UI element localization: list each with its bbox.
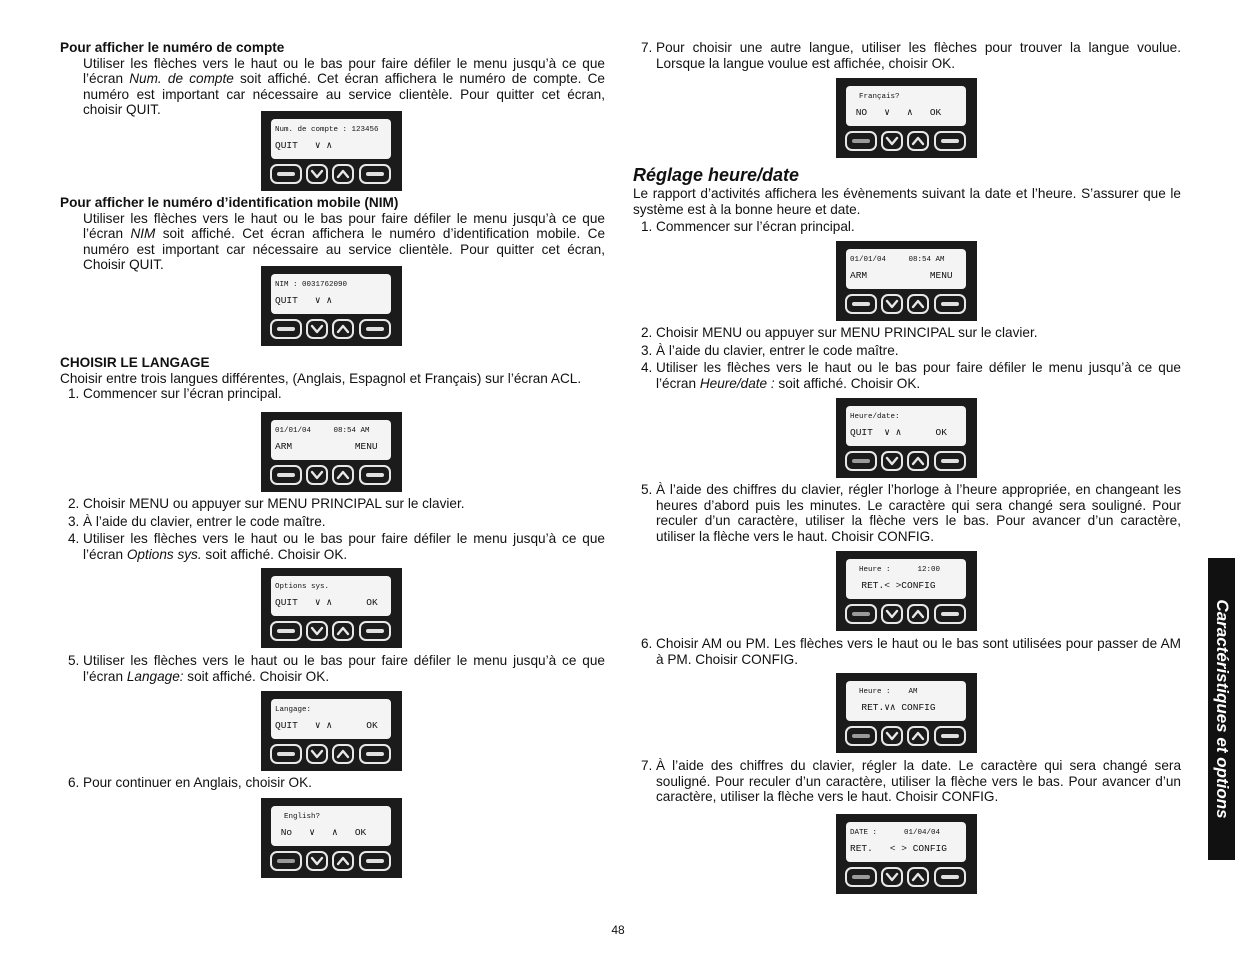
- lcd-line-2: ARM MENU: [850, 270, 953, 281]
- lcd-line-2: ARM MENU: [275, 441, 378, 452]
- keypad-buttons: [845, 604, 969, 626]
- down-arrow-button[interactable]: [881, 294, 903, 314]
- right-step-7-block: [633, 40, 1181, 71]
- language-step-5-block: [60, 653, 605, 684]
- keypad-buttons: [270, 744, 394, 766]
- down-arrow-button[interactable]: [881, 604, 903, 624]
- up-arrow-button[interactable]: [332, 319, 354, 339]
- lcd-keypad: [261, 412, 402, 492]
- right-softkey-button[interactable]: [934, 726, 966, 746]
- lcd-line-2: RET.< >CONFIG: [850, 580, 936, 591]
- lcd-screen: [846, 406, 966, 446]
- lcd-line-1: Num. de compte : 123456: [275, 126, 379, 134]
- lcd-keypad: [836, 551, 977, 631]
- lcd-line-1: DATE : 01/04/04: [850, 829, 941, 837]
- down-arrow-button[interactable]: [306, 851, 328, 871]
- up-arrow-button[interactable]: [907, 294, 929, 314]
- time-steps-2-4: [633, 325, 1181, 391]
- lcd-line-2: QUIT ∨ ∧ OK: [275, 720, 378, 731]
- right-softkey-button[interactable]: [934, 451, 966, 471]
- down-arrow-button[interactable]: [306, 465, 328, 485]
- language-step-4: 4. Utiliser les flèches vers le haut ou le bas pour faire défiler le menu jusqu’à ce que l’écran Options sys. soit affiché. Choisir OK.: [68, 531, 605, 562]
- language-heading: CHOISIR LE LANGAGE: [60, 355, 210, 370]
- time-step-7-block: [633, 758, 1181, 805]
- lcd-screen: [271, 576, 391, 616]
- left-softkey-button[interactable]: [845, 294, 877, 314]
- left-softkey-button[interactable]: [845, 604, 877, 624]
- left-softkey-button[interactable]: [845, 131, 877, 151]
- lcd-line-2: RET. < > CONFIG: [850, 843, 947, 854]
- language-step-7: 7. Pour choisir une autre langue, utiliser les flèches pour trouver la langue voulue. Lorsque la langue voulue est affichée, choisir OK.: [641, 40, 1181, 71]
- keypad-buttons: [270, 319, 394, 341]
- lcd-line-1: Heure/date:: [850, 413, 900, 421]
- keypad-buttons: [270, 621, 394, 643]
- language-step-5: 5. Utiliser les flèches vers le haut ou le bas pour faire défiler le menu jusqu’à ce que l’écran Langage: soit affiché. Choisir OK.: [68, 653, 605, 684]
- right-softkey-button[interactable]: [359, 621, 391, 641]
- lcd-screen: [271, 699, 391, 739]
- down-arrow-button[interactable]: [306, 319, 328, 339]
- down-arrow-button[interactable]: [881, 131, 903, 151]
- right-softkey-button[interactable]: [934, 131, 966, 151]
- time-section: [633, 164, 1181, 235]
- left-softkey-button[interactable]: [270, 164, 302, 184]
- keypad-buttons: [845, 451, 969, 473]
- up-arrow-button[interactable]: [332, 621, 354, 641]
- language-step-6: 6. Pour continuer en Anglais, choisir OK.: [68, 775, 312, 790]
- up-arrow-button[interactable]: [332, 851, 354, 871]
- keypad-buttons: [270, 465, 394, 487]
- lcd-line-2: QUIT ∨ ∧: [275, 140, 333, 151]
- lcd-line-2: QUIT ∨ ∧: [275, 295, 333, 306]
- lcd-keypad: [261, 568, 402, 648]
- left-softkey-button[interactable]: [845, 451, 877, 471]
- down-arrow-button[interactable]: [306, 621, 328, 641]
- time-step-4: 4. Utiliser les flèches vers le haut ou le bas pour faire défiler le menu jusqu’à ce que l’écran Heure/date : soit affiché. Choisir OK.: [641, 360, 1181, 391]
- lcd-keypad: [836, 814, 977, 894]
- lcd-keypad: [836, 398, 977, 478]
- left-column: [60, 40, 605, 118]
- down-arrow-button[interactable]: [881, 867, 903, 887]
- keypad-buttons: [845, 294, 969, 316]
- lcd-keypad: [836, 78, 977, 158]
- account-heading: Pour afficher le numéro de compte: [60, 40, 285, 55]
- left-softkey-button[interactable]: [845, 867, 877, 887]
- left-softkey-button[interactable]: [270, 621, 302, 641]
- lcd-line-1: Options sys.: [275, 583, 330, 591]
- left-softkey-button[interactable]: [270, 465, 302, 485]
- lcd-screen: [846, 822, 966, 862]
- language-intro: Choisir entre trois langues différentes, (Anglais, Espagnol et Français) sur l’écran ACL.: [60, 370, 582, 386]
- time-intro: Le rapport d’activités affichera les évènements suivant la date et l’heure. S’assurer que le système est à la bonne heure et date.: [633, 186, 1181, 217]
- nim-section: [60, 195, 605, 273]
- language-steps-2-4: [60, 496, 605, 562]
- lcd-screen: [846, 86, 966, 126]
- lcd-screen: [846, 559, 966, 599]
- language-step-1: 1. Commencer sur l’écran principal.: [68, 386, 282, 402]
- lcd-line-2: RET.∨∧ CONFIG: [850, 702, 936, 713]
- keypad-buttons: [845, 726, 969, 748]
- lcd-screen: [271, 420, 391, 460]
- right-softkey-button[interactable]: [934, 604, 966, 624]
- time-step-2: 2. Choisir MENU ou appuyer sur MENU PRINCIPAL sur le clavier.: [641, 325, 1038, 340]
- lcd-screen: [271, 274, 391, 314]
- lcd-screen: [846, 681, 966, 721]
- keypad-buttons: [845, 867, 969, 889]
- left-softkey-button[interactable]: [270, 319, 302, 339]
- down-arrow-button[interactable]: [306, 164, 328, 184]
- time-step-5: 5. À l’aide des chiffres du clavier, régler l’horloge à l’heure appropriée, en changeant les heures d’abord puis les minutes. Le caractère qui sera changé sera souligné. Pour reculer d’un caractère, utiliser la flèche vers le bas. Pour avancer d’un caractère, utiliser la flèche vers le haut. Choisir CONFIG.: [641, 482, 1181, 544]
- lcd-line-1: Heure : 12:00: [850, 566, 941, 574]
- language-section: [60, 355, 605, 402]
- right-softkey-button[interactable]: [934, 867, 966, 887]
- lcd-keypad: [261, 111, 402, 191]
- language-step-6-block: [60, 775, 605, 791]
- right-softkey-button[interactable]: [359, 164, 391, 184]
- side-tab-label: Caractéristiques et options: [1212, 599, 1232, 819]
- down-arrow-button[interactable]: [881, 451, 903, 471]
- lcd-line-1: English?: [275, 813, 321, 821]
- right-softkey-button[interactable]: [359, 465, 391, 485]
- lcd-line-1: NIM : 0031762090: [275, 281, 348, 289]
- page-number: 48: [611, 923, 625, 937]
- lcd-line-2: QUIT ∨ ∧ OK: [850, 427, 947, 438]
- lcd-screen: [846, 249, 966, 289]
- up-arrow-button[interactable]: [907, 604, 929, 624]
- right-softkey-button[interactable]: [934, 294, 966, 314]
- lcd-line-2: NO ∨ ∧ OK: [850, 107, 942, 118]
- keypad-buttons: [270, 851, 394, 873]
- lcd-keypad: [261, 798, 402, 878]
- time-step-6-block: [633, 636, 1181, 667]
- nim-paragraph: Utiliser les flèches vers le haut ou le bas pour faire défiler le menu jusqu’à ce que l’écran NIM soit affiché. Cet écran affichera le numéro d’identification mobile. Ce numéro est important car nécessaire au service clientèle. Pour quitter cet écran, Choisir QUIT.: [83, 210, 605, 273]
- time-section-title: Réglage heure/date: [633, 165, 800, 185]
- time-step-7: 7. À l’aide des chiffres du clavier, régler la date. Le caractère qui sera changé sera souligné. Pour reculer d’un caractère, utiliser la flèche vers le bas. Pour avancer d’un caractère, utiliser la flèche vers le haut. Choisir CONFIG.: [641, 758, 1181, 805]
- keypad-buttons: [845, 131, 969, 153]
- time-step-6: 6. Choisir AM ou PM. Les flèches vers le haut ou le bas sont utilisées pour passer de AM à PM. Choisir CONFIG.: [641, 636, 1181, 667]
- lcd-keypad: [836, 673, 977, 753]
- up-arrow-button[interactable]: [332, 744, 354, 764]
- up-arrow-button[interactable]: [332, 164, 354, 184]
- lcd-line-1: 01/01/04 08:54 AM: [275, 427, 370, 435]
- up-arrow-button[interactable]: [907, 726, 929, 746]
- left-softkey-button[interactable]: [270, 744, 302, 764]
- left-softkey-button[interactable]: [270, 851, 302, 871]
- lcd-keypad: [836, 241, 977, 321]
- right-softkey-button[interactable]: [359, 744, 391, 764]
- up-arrow-button[interactable]: [907, 131, 929, 151]
- nim-heading: Pour afficher le numéro d’identification mobile (NIM): [60, 195, 399, 210]
- right-softkey-button[interactable]: [359, 319, 391, 339]
- up-arrow-button[interactable]: [907, 867, 929, 887]
- lcd-line-1: 01/01/04 08:54 AM: [850, 256, 945, 264]
- left-softkey-button[interactable]: [845, 726, 877, 746]
- lcd-keypad: [261, 266, 402, 346]
- language-step-2: 2. Choisir MENU ou appuyer sur MENU PRINCIPAL sur le clavier.: [68, 496, 465, 511]
- side-tab: [1208, 558, 1235, 860]
- up-arrow-button[interactable]: [332, 465, 354, 485]
- account-paragraph: Utiliser les flèches vers le haut ou le bas pour faire défiler le menu jusqu’à ce que l’écran Num. de compte soit affiché. Cet écran affichera le numéro de compte. Ce numéro est important car nécessaire au service clientèle. Pour quitter cet écran, choisir QUIT.: [83, 55, 605, 118]
- lcd-line-1: Français?: [850, 93, 900, 101]
- lcd-screen: [271, 806, 391, 846]
- lcd-line-2: No ∨ ∧ OK: [275, 827, 367, 838]
- down-arrow-button[interactable]: [881, 726, 903, 746]
- right-softkey-button[interactable]: [359, 851, 391, 871]
- lcd-screen: [271, 119, 391, 159]
- language-step-3: 3. À l’aide du clavier, entrer le code maître.: [68, 513, 326, 529]
- lcd-line-2: QUIT ∨ ∧ OK: [275, 597, 378, 608]
- lcd-line-1: Langage:: [275, 706, 312, 714]
- down-arrow-button[interactable]: [306, 744, 328, 764]
- time-step-1: 1. Commencer sur l’écran principal.: [641, 219, 855, 235]
- time-step-5-block: [633, 482, 1181, 544]
- lcd-keypad: [261, 691, 402, 771]
- keypad-buttons: [270, 164, 394, 186]
- up-arrow-button[interactable]: [907, 451, 929, 471]
- time-step-3: 3. À l’aide du clavier, entrer le code maître.: [641, 342, 899, 358]
- lcd-line-1: Heure : AM: [850, 688, 918, 696]
